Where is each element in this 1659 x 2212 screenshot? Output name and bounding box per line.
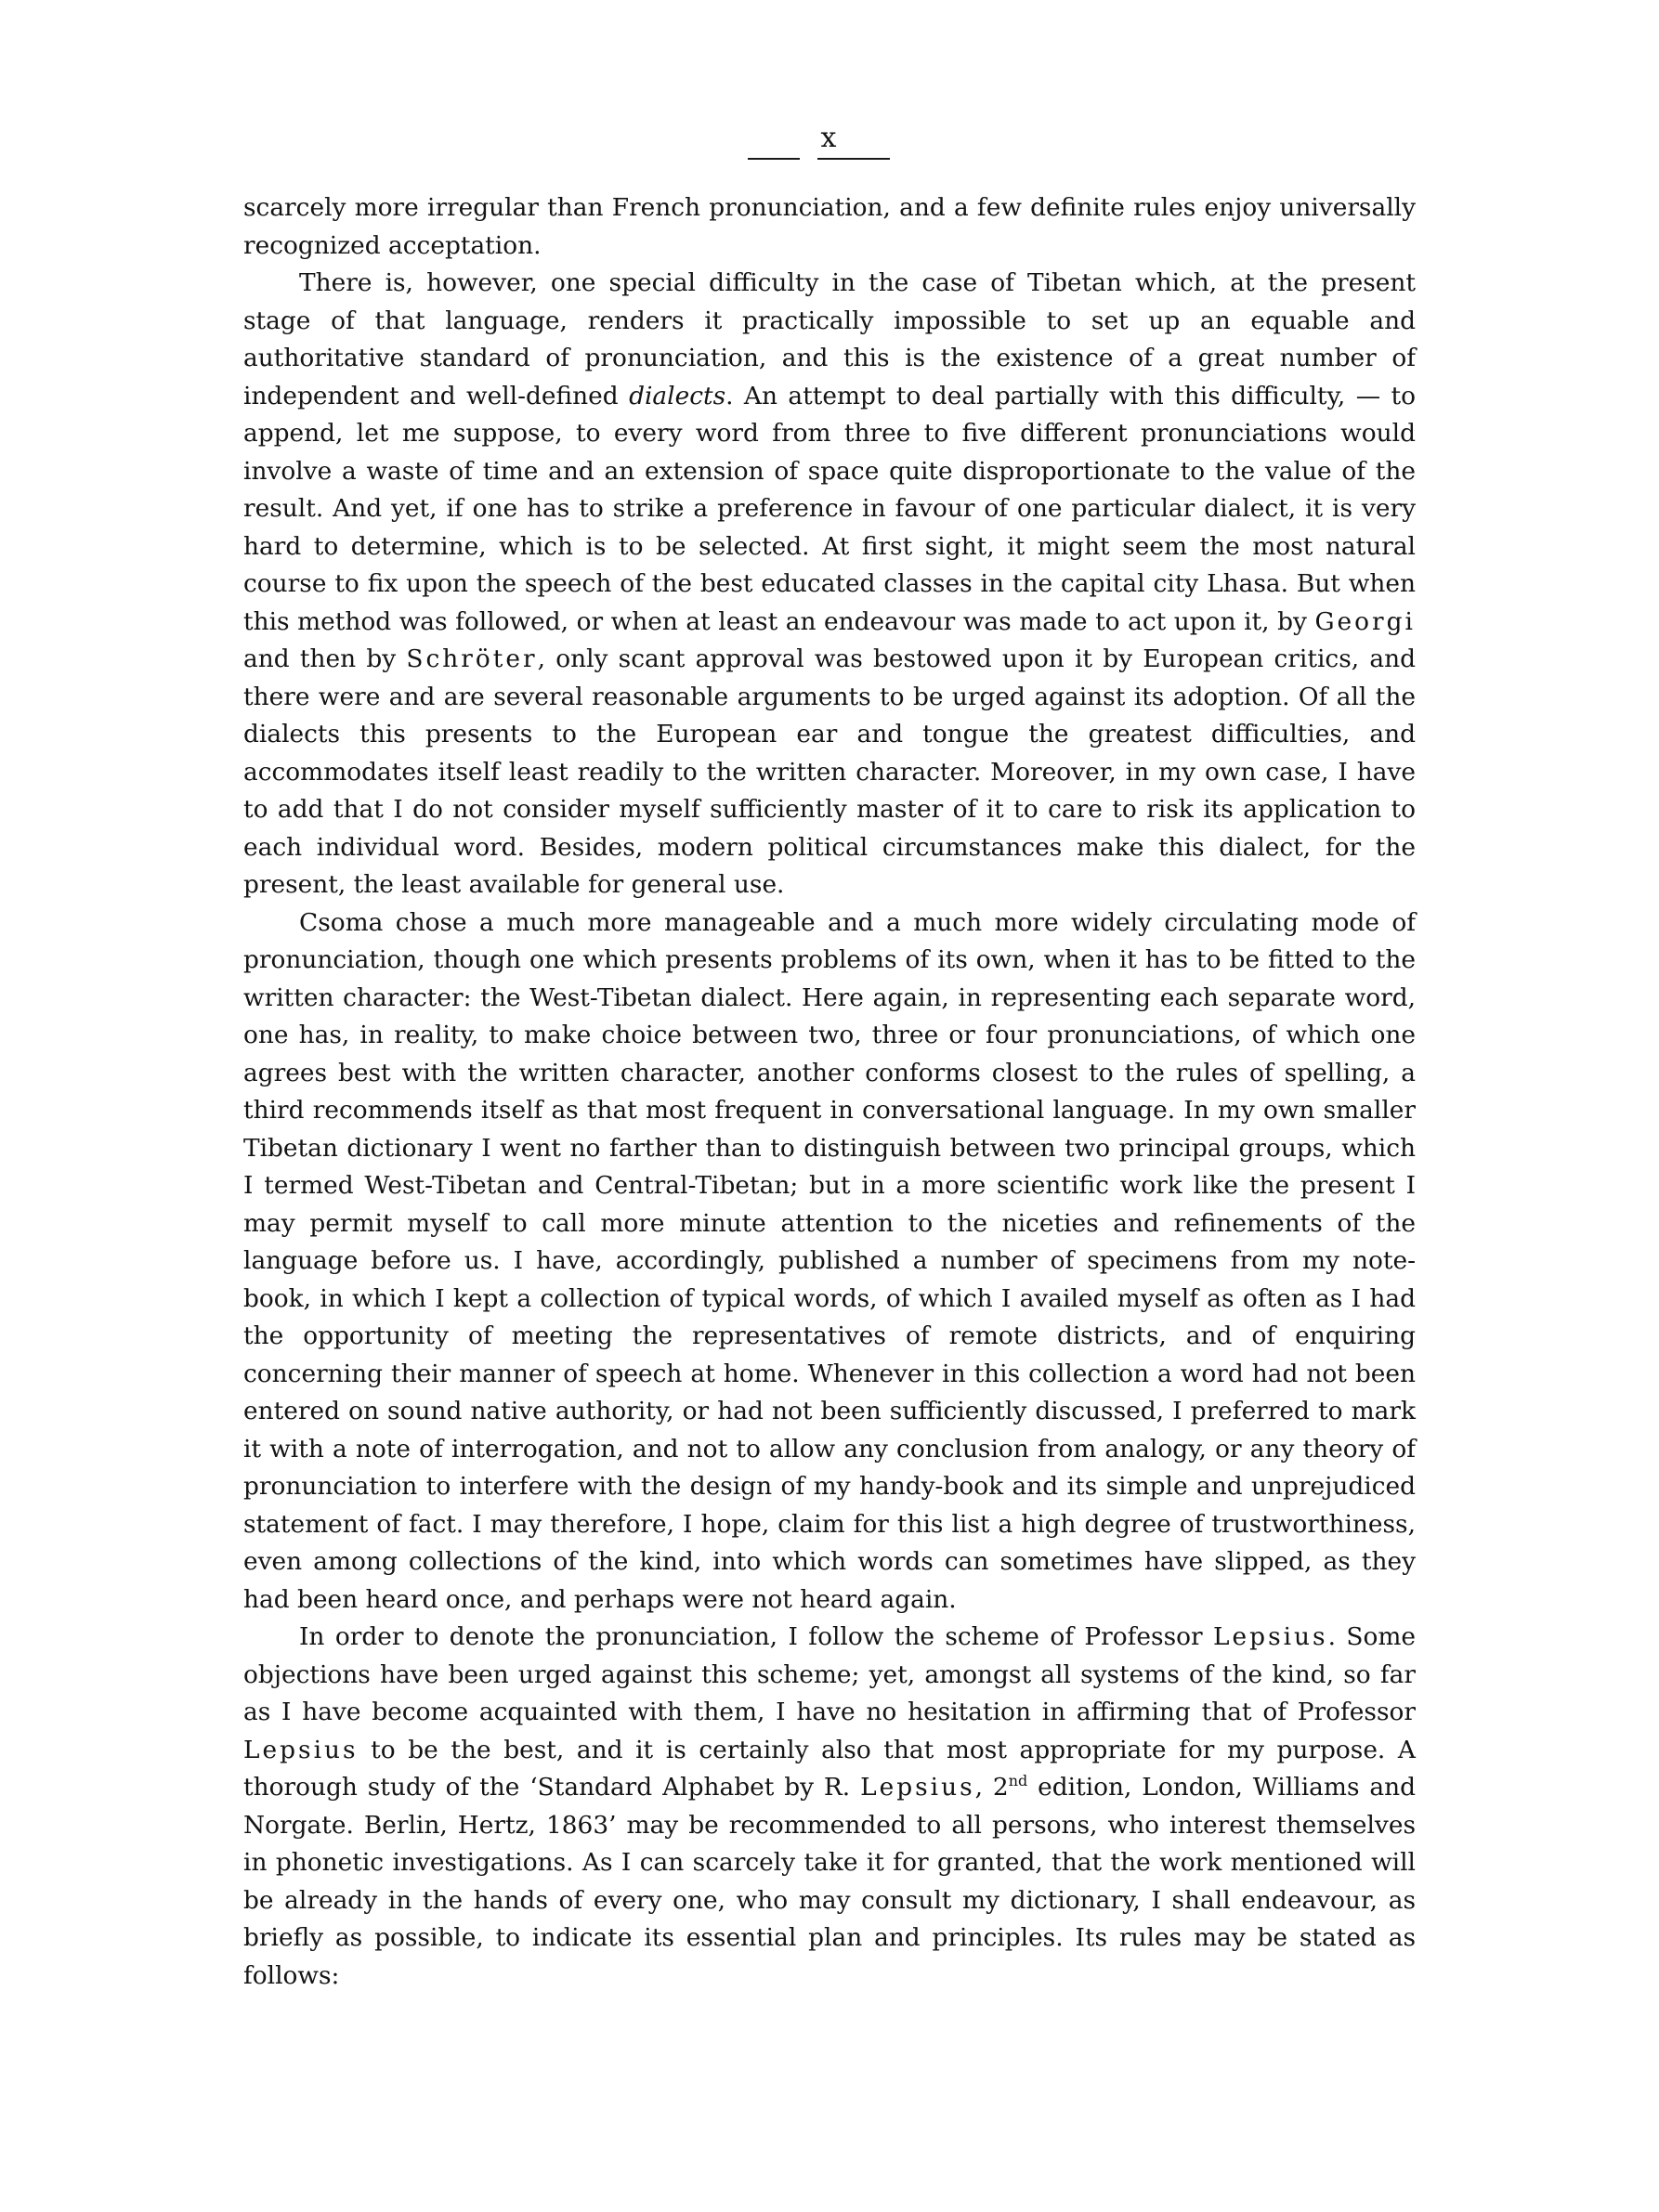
paragraph-1 [243,189,1416,265]
paragraph-1-text: scarcely more irregular than French pronunciation, and a few definite rules enjoy universally recognized acceptation. [243,193,1416,260]
paragraph-2-text-b: . An attempt to deal partially with this difficulty, — to append, let me suppose, to every word from three to five different pronunciations would involve a waste of time and an extension of space quite disproportionate to the value of the result. And yet, if one has to strike a preference in favour of one particular dialect, it is very hard to determine, which is to be selected. At first sight, it might seem the most natural course to fix upon the speech of the best educated classes in the capital city Lhasa. But when this method was followed, or when at least an endeavour was made to act upon it, by [243,381,1416,636]
paragraph-4-text-c: to be the best, and it is certainly also that most appropriate for my purpose. A thorough study of the ‘Standard Alphabet by R. [243,1735,1416,1802]
paragraph-2-text-c: and then by [243,644,407,673]
paragraph-3 [243,904,1416,1620]
term-dialects: dialects [629,381,726,410]
paragraph-4-text-a: In order to denote the pronunciation, I follow the scheme of Professor [299,1622,1214,1651]
page-number: x [820,122,839,154]
body-text [243,189,1416,1995]
paragraph-4-text-d: , 2 [974,1773,1009,1802]
paragraph-2-text-a: There is, however, one special difficulty in the case of Tibetan which, at the present stage of that language, renders it practically impossible to set up an equable and authoritative standard of pronunciation, and this is the existence of a great number of independent and well-defined [243,268,1416,410]
name-lepsius-3: Lepsius [860,1773,975,1802]
name-schroter: Schröter [406,644,538,673]
name-lepsius-2: Lepsius [243,1735,359,1764]
paragraph-2 [243,265,1416,904]
page-header [0,124,1659,152]
paragraph-4-text-e: edition, London, Williams and Norgate. Berlin, Hertz, 1863’ may be recommended to all persons, who interest themselves in phonetic investigations. As I can scarcely take it for granted, that the work mentioned will be already in the hands of every one, who may consult my dictionary, I shall endeavour, as briefly as possible, to indicate its essential plan and principles. Its rules may be stated as follows: [243,1773,1416,1990]
name-lepsius-1: Lepsius [1213,1622,1328,1651]
paragraph-2-text-d: , only scant approval was bestowed upon it by European critics, and there were and are several reasonable arguments to be urged against its adoption. Of all the dialects this presents to the European ear and tongue the greatest difficulties, and accommodates itself least readily to the written character. Moreover, in my own case, I have to add that I do not consider myself sufficiently master of it to care to risk its application to each individual word. Besides, modern political circumstances make this dialect, for the present, the least available for general use. [243,644,1416,899]
name-georgi: Georgi [1314,606,1416,636]
paragraph-3-text: Csoma chose a much more manageable and a much more widely circulating mode of pronunciation, though one which presents problems of its own, when it has to be fitted to the written character: the West-Tibetan dialect. Here again, in representing each separate word, one has, in reality, to make choice between two, three or four pronunciations, of which one agrees best with the written character, another conforms closest to the rules of spelling, a third recommends itself as that most frequent in conversational language. In my own smaller Tibetan dictionary I went no farther than to distinguish between two principal groups, which I termed West-Tibetan and Central-Tibetan; but in a more scientific work like the present I may permit myself to call more minute attention to the niceties and refinements of the language before us. I have, accordingly, published a number of specimens from my note-book, in which I kept a collection of typical words, of which I availed myself as often as I had the opportunity of meeting the representatives of remote districts, and of enquiring concerning their manner of speech at home. Whenever in this collection a word had not been entered on sound native authority, or had not been sufficiently discussed, I preferred to mark it with a note of interrogation, and not to allow any conclusion from analogy, or any theory of pronunciation to interfere with the design of my handy-book and its simple and unprejudiced statement of fact. I may therefore, I hope, claim for this list a high degree of trustworthiness, even among collections of the kind, into which words can sometimes have slipped, as they had been heard once, and perhaps were not heard again. [243,907,1416,1614]
header-rule-left [748,158,800,160]
header-rule-right [817,158,890,160]
superscript-nd: nd [1008,1772,1028,1790]
paragraph-4 [243,1619,1416,1995]
paragraph-4-text-b: . Some objections have been urged against this scheme; yet, amongst all systems of the kind, so far as I have become acquainted with them, I have no hesitation in affirming that of Professor [243,1622,1416,1726]
